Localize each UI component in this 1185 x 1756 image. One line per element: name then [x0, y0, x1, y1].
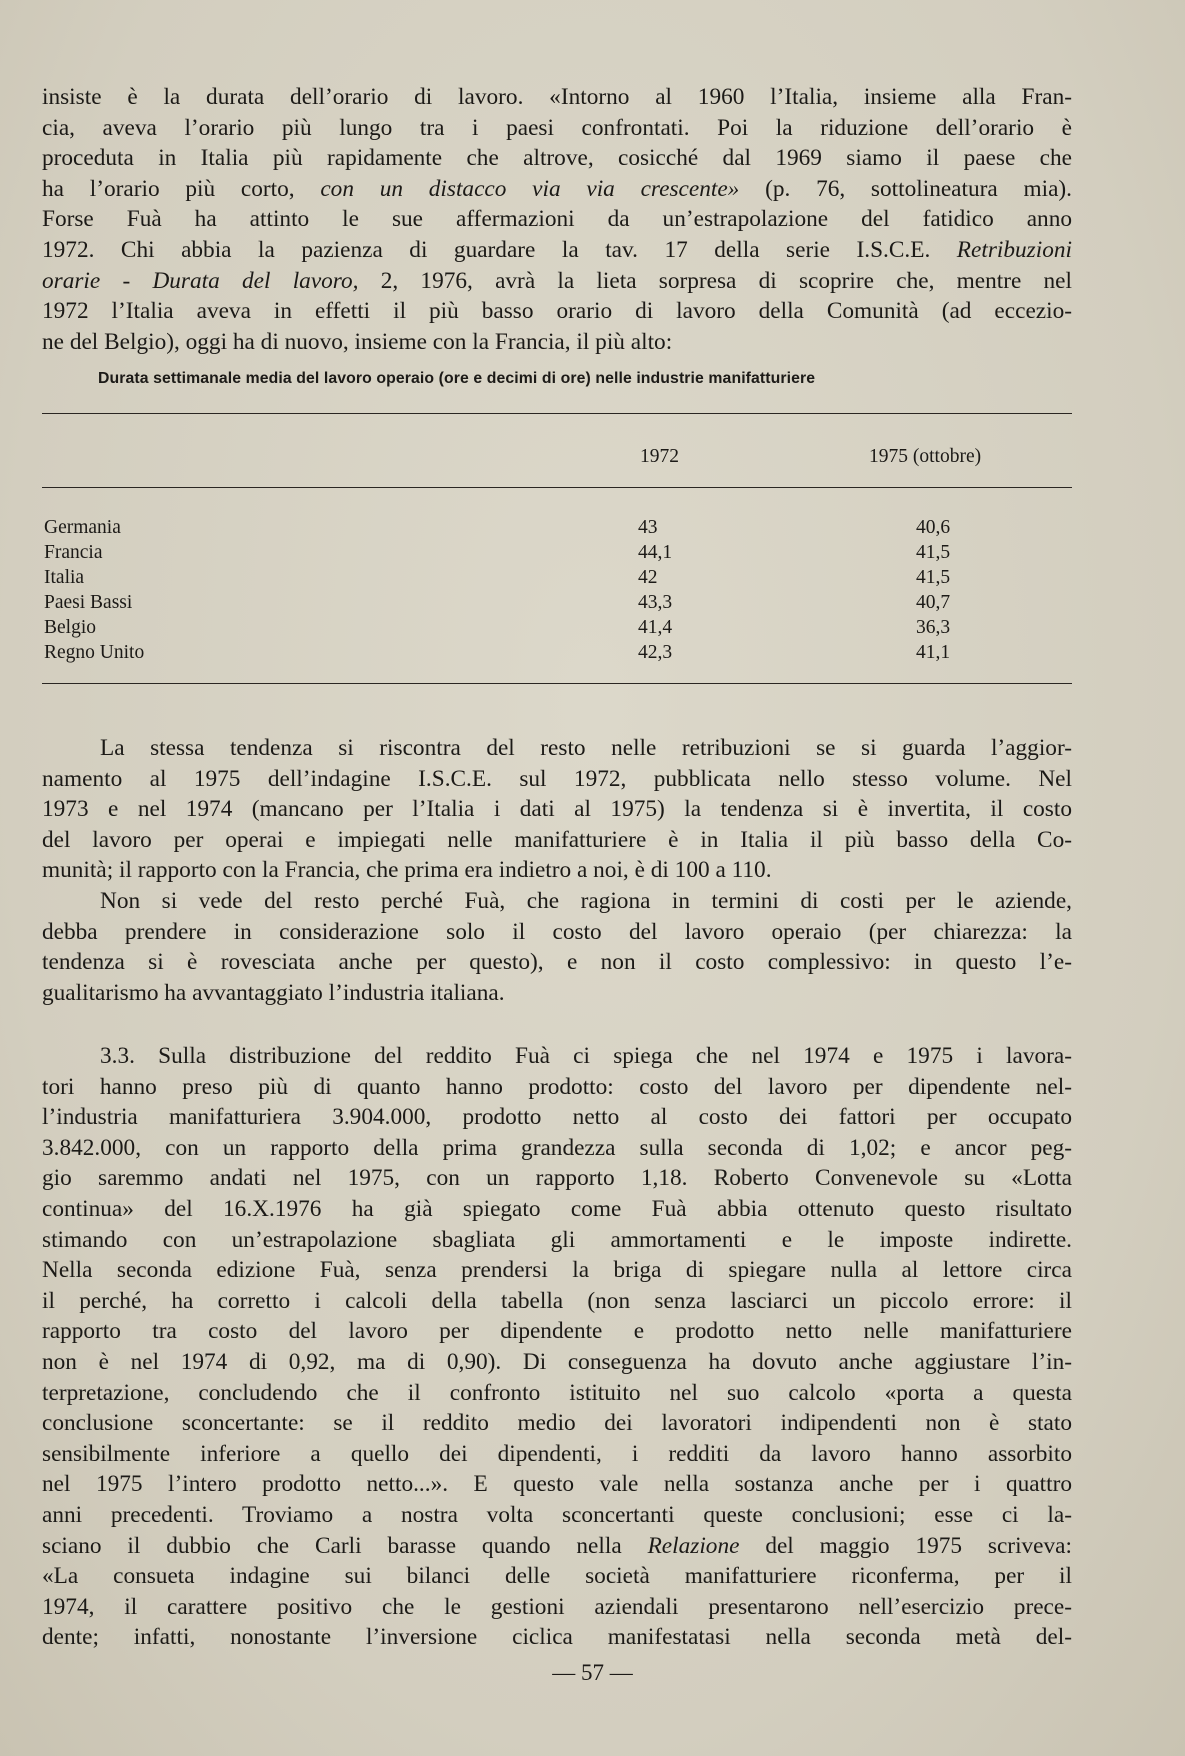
text-line: sensibilmente inferiore a quello dei dipendenti, i redditi da lavoro hanno assorbito: [42, 1440, 1072, 1467]
text-line: tori hanno preso più di quanto hanno prodotto: costo del lavoro per dipendente nel-: [42, 1073, 1072, 1100]
text-line: 1974, il carattere positivo che le gestioni aziendali presentarono nell’esercizio prece-: [42, 1593, 1072, 1620]
cell-1975: 41,5: [916, 567, 951, 588]
text-segment: 1972. Chi abbia la pazienza di guardare la tav. 17 della serie I.S.C.E.: [42, 236, 957, 263]
italic-segment: con un distacco via via crescente»: [320, 175, 740, 202]
italic-segment: Relazione: [647, 1532, 740, 1559]
paragraph-2: [42, 733, 1072, 886]
text-line: [42, 1531, 1072, 1562]
text-line: rapporto tra costo del lavoro per dipendente e prodotto netto nelle manifatturiere: [42, 1318, 1072, 1345]
table-bottom-rule: [42, 683, 1072, 684]
text-line: continua» del 16.X.1976 ha già spiegato come Fuà abbia ottenuto questo risultato: [42, 1195, 1072, 1222]
cell-country: Germania: [44, 517, 121, 538]
cell-1975: 36,3: [916, 617, 951, 638]
text-line: debba prendere in considerazione solo il costo del lavoro operaio (per chiarezza: la: [42, 918, 1072, 945]
text-line: non è nel 1974 di 0,92, ma di 0,90). Di conseguenza ha dovuto anche aggiustare l’in-: [42, 1348, 1072, 1375]
text-line: cia, aveva l’orario più lungo tra i paesi confrontati. Poi la riduzione dell’orario è: [42, 114, 1072, 141]
text-line: gualitarismo ha avvantaggiato l’industria italiana.: [42, 979, 505, 1006]
cell-1972: 43: [638, 517, 658, 538]
text-line: namento al 1975 dell’indagine I.S.C.E. sul 1972, pubblicata nello stesso volume. Nel: [42, 765, 1072, 792]
text-line: Nella seconda edizione Fuà, senza prendersi la briga di spiegare nulla al lettore circa: [42, 1257, 1072, 1284]
text-segment: sciano il dubbio che Carli barasse quando nella: [42, 1532, 648, 1559]
paragraph-1: [42, 82, 1072, 357]
cell-1972: 41,4: [638, 617, 673, 638]
text-line: Non si vede del resto perché Fuà, che ragiona in termini di costi per le aziende,: [100, 888, 1072, 914]
paragraph-3: [42, 886, 1072, 1008]
text-segment: ha l’orario più corto,: [42, 175, 321, 202]
cell-country: Paesi Bassi: [44, 592, 133, 613]
text-line: 3.842.000, con un rapporto della prima grandezza sulla seconda di 1,02; e ancor peg-: [42, 1134, 1072, 1161]
cell-country: Italia: [44, 567, 85, 588]
cell-1972: 44,1: [638, 542, 673, 563]
table-header-1975: 1975 (ottobre): [869, 446, 982, 467]
text-line: munità; il rapporto con la Francia, che prima era indietro a noi, è di 100 a 110.: [42, 857, 772, 884]
cell-1972: 43,3: [638, 592, 673, 613]
cell-1975: 41,1: [916, 642, 951, 663]
text-line: 1972 l’Italia aveva in effetti il più basso orario di lavoro della Comunità (ad eccezio-: [42, 298, 1072, 325]
text-line: Forse Fuà ha attinto le sue affermazioni da un’estrapolazione del fatidico anno: [42, 206, 1072, 233]
cell-1975: 40,7: [916, 592, 951, 613]
cell-country: Belgio: [44, 617, 96, 638]
text-segment: 2, 1976, avrà la lieta sorpresa di scoprire che, mentre nel: [358, 267, 1072, 294]
text-line: gio saremmo andati nel 1975, con un rapporto 1,18. Roberto Convenevole su «Lotta: [42, 1165, 1072, 1192]
text-line: il perché, ha corretto i calcoli della tabella (non senza lasciarci un piccolo errore: il: [42, 1287, 1072, 1314]
text-line: tendenza si è rovesciata anche per questo), e non il costo complessivo: in questo l’e-: [42, 949, 1072, 976]
text-line: [42, 174, 1072, 205]
text-line: dente; infatti, nonostante l’inversione ciclica manifestatasi nella seconda metà del-: [42, 1624, 1072, 1651]
text-segment: del maggio 1975 scriveva:: [739, 1532, 1072, 1559]
text-segment: (p. 76, sottolineatura mia).: [739, 175, 1073, 202]
italic-segment: Retribuzioni: [956, 236, 1072, 263]
text-line: ne del Belgio), oggi ha di nuovo, insieme con la Francia, il più alto:: [42, 328, 673, 355]
text-line: conclusione sconcertante: se il reddito medio dei lavoratori indipendenti non è stato: [42, 1410, 1072, 1437]
cell-1975: 40,6: [916, 517, 951, 538]
italic-segment: orarie - Durata del lavoro,: [42, 267, 359, 294]
table-caption: Durata settimanale media del lavoro operaio (ore e decimi di ore) nelle industrie manifatturiere: [98, 370, 816, 387]
text-line: del lavoro per operai e impiegati nelle manifatturiere è in Italia il più basso della Co-: [42, 826, 1072, 853]
text-line: anni precedenti. Troviamo a nostra volta sconcertanti queste conclusioni; esse ci la-: [42, 1501, 1072, 1528]
text-line: 1973 e nel 1974 (mancano per l’Italia i dati al 1975) la tendenza si è invertita, il costo: [42, 796, 1072, 823]
text-line: nel 1975 l’intero prodotto netto...». E questo vale nella sostanza anche per i quattro: [42, 1471, 1072, 1498]
table-header-1972: 1972: [640, 446, 679, 467]
cell-1972: 42,3: [638, 642, 673, 663]
cell-country: Francia: [44, 542, 103, 563]
cell-country: Regno Unito: [44, 642, 145, 663]
table-top-rule: [42, 413, 1072, 414]
text-line: stimando con un’estrapolazione sbagliata gli ammortamenti e le imposte indirette.: [42, 1226, 1072, 1253]
text-line: [42, 266, 1072, 297]
text-line: 3.3. Sulla distribuzione del reddito Fuà ci spiega che nel 1974 e 1975 i lavora-: [100, 1043, 1072, 1069]
paragraph-4: [42, 1041, 1072, 1653]
text-line: La stessa tendenza si riscontra del resto nelle retribuzioni se si guarda l’aggior-: [100, 735, 1072, 761]
text-line: terpretazione, concludendo che il confronto istituito nel suo calcolo «porta a questa: [42, 1379, 1072, 1406]
text-line: proceduta in Italia più rapidamente che altrove, cosicché dal 1969 siamo il paese che: [42, 145, 1072, 172]
cell-1975: 41,5: [916, 542, 951, 563]
text-line: [42, 235, 1072, 266]
text-line: insiste è la durata dell’orario di lavoro. «Intorno al 1960 l’Italia, insieme alla Fran-: [42, 84, 1072, 110]
table-header-rule: [42, 487, 1072, 488]
page-number: — 57 —: [552, 1660, 633, 1685]
text-line: l’industria manifatturiera 3.904.000, prodotto netto al costo dei fattori per occupato: [42, 1104, 1072, 1131]
text-line: «La consueta indagine sui bilanci delle società manifatturiere riconferma, per il: [42, 1563, 1072, 1590]
cell-1972: 42: [638, 567, 658, 588]
